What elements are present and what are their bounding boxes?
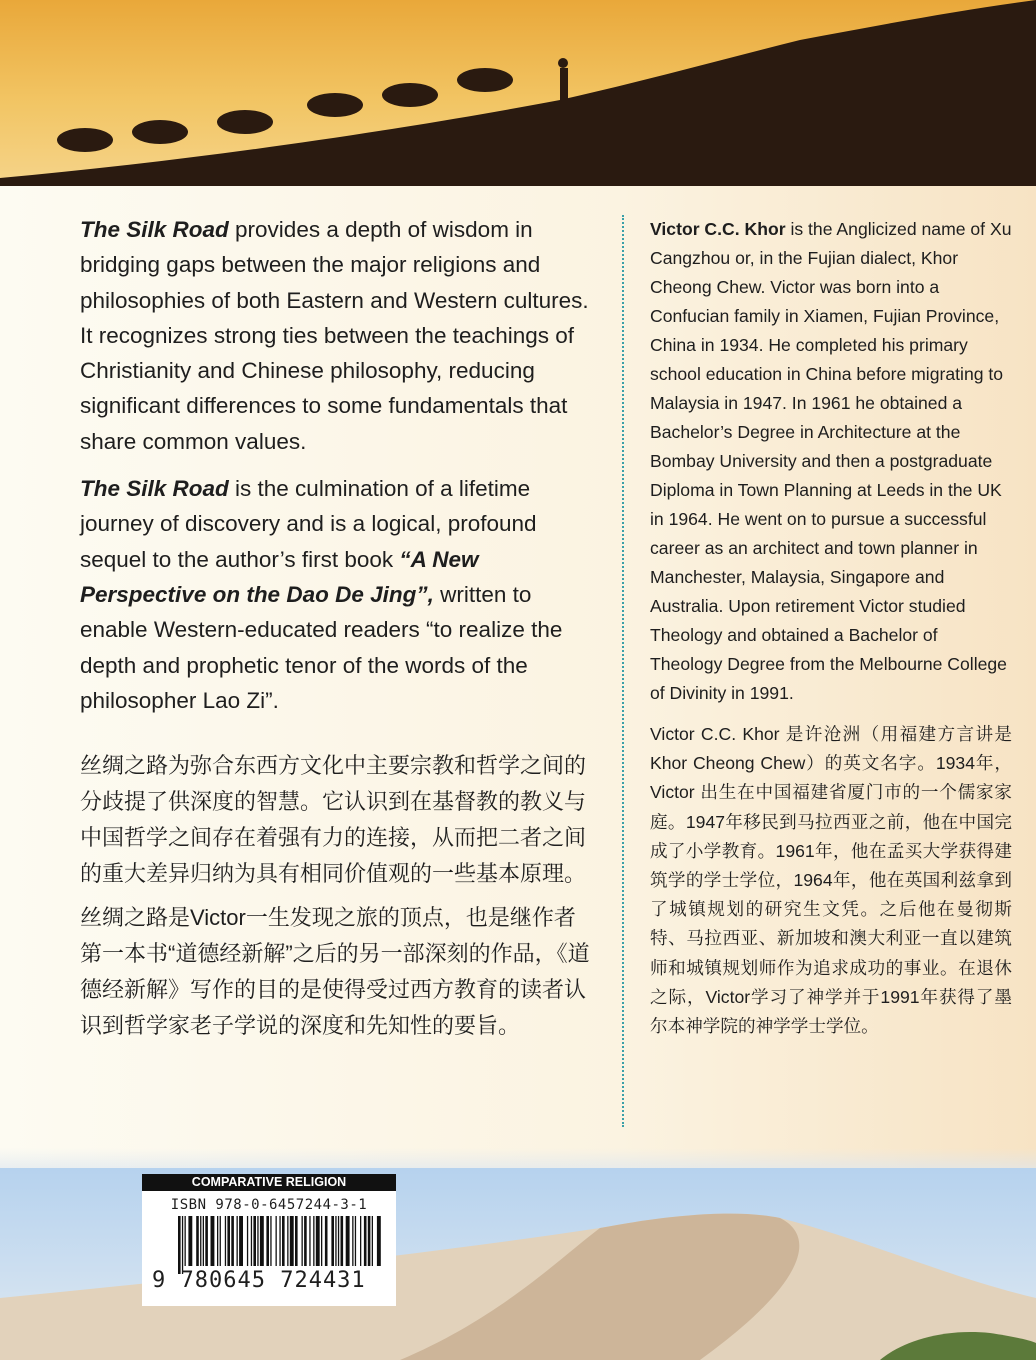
barcode-bar (253, 1216, 256, 1266)
barcode-bar (377, 1216, 381, 1266)
column-divider (622, 215, 624, 1127)
paragraph-text: is the culmination of a lifetime journey of discovery and is a logical, profound sequel to the author’s first book (80, 476, 537, 572)
barcode-bar (321, 1216, 322, 1266)
sequel-paragraph (80, 471, 595, 718)
barcode-bar (331, 1216, 334, 1266)
barcode-bar (270, 1216, 271, 1266)
barcode-bar (227, 1216, 230, 1266)
barcode-bar (313, 1216, 314, 1266)
intro-paragraph (80, 212, 595, 459)
barcode-bar (217, 1216, 218, 1266)
bio-text: is the Anglicized name of Xu Cangzhou or, in the Fujian dialect, Khor Cheong Chew. Victor was born into a Confucian family in Xiamen, Fujian Province, China in 1934. He completed his primary school education in China before migrating to Malaysia in 1947. In 1961 he obtained a Bachelor’s Degree in Architecture at the Bombay University and then a postgraduate Diploma in Town Planning at Leeds in the UK in 1964. He went on to pursue a successful career as an architect and town planner in Manchester, Malaysia, Singapore and Australia. Upon retirement Victor studied Theology and obtained a Bachelor of Theology Degree from the Melbourne College of Divinity in 1991. (650, 219, 1012, 703)
barcode-bar (203, 1216, 204, 1266)
chinese-sequel-paragraph: 丝绸之路是Victor一生发现之旅的顶点，也是继作者第一本书“道德经新解”之后的另一部深刻的作品，《道德经新解》写作的目的是使得受过西方教育的读者认识到哲学家老子学说的深度和先知性的要旨。 (80, 905, 590, 1039)
book-title: The Silk Road (80, 217, 229, 242)
barcode-bar (220, 1216, 221, 1266)
barcode-bar (290, 1216, 294, 1266)
barcode-bar (247, 1216, 248, 1266)
barcode-bar (260, 1216, 264, 1266)
barcode-bar (304, 1216, 307, 1266)
barcode-bar (302, 1216, 303, 1266)
barcode-bar (287, 1216, 288, 1266)
paragraph-text: provides a depth of wisdom in bridging gaps between the major religions and philosophies of both Eastern and Western cultures. It recognizes strong ties between the teachings of Christianity and Chinese philosophy, reducing significant differences to some fundamentals that share common values. (80, 217, 589, 454)
chinese-intro-paragraph: 丝绸之路为弥合东西方文化中主要宗教和哲学之间的分歧提了供深度的智慧。它认识到在基督教的教义与中国哲学之间存在着强有力的连接，从而把二者之间的重大差异归纳为具有相同价值观的一些基本原理。 (80, 753, 587, 887)
chinese-author-bio: Victor C.C. Khor 是许沧洲（用福建方言讲是Khor Cheong Chew）的英文名字。1934年，Victor 出生在中国福建省厦门市的一个儒家家庭。1947年移民到马拉西亚之前，他在中国完成了小学教育。1961年，他在孟买大学获得建筑学的学士学位，1964年，他在英国利兹拿到了城镇规划的研究生文凭。之后他在曼彻斯特、马拉西亚、新加坡和澳大利亚一直以建筑师和城镇规划师作为追求成功的事业。在退休之际，Victor学习了神学并于1991年获得了墨尔本神学院的神学学士学位。 (650, 724, 1012, 1037)
camel-caravan-photo (0, 0, 1036, 186)
barcode-bar (341, 1216, 344, 1266)
book-title: The Silk Road (80, 476, 229, 502)
barcode-bar (231, 1216, 234, 1266)
barcode-digits: 9 780645 724431 (152, 1268, 366, 1293)
left-column (80, 212, 595, 1052)
barcode-bar (335, 1216, 336, 1266)
barcode-bar (225, 1216, 226, 1266)
barcode-bar (200, 1216, 201, 1266)
barcode-bar (211, 1216, 215, 1266)
barcode-bar (237, 1216, 238, 1266)
barcode-bar (196, 1216, 199, 1266)
barcode-bar (279, 1216, 280, 1266)
first-book-title: “A New Perspective on the Dao De Jing”, (80, 546, 479, 607)
barcode-bar (325, 1216, 328, 1266)
barcode-bar (205, 1216, 208, 1266)
category-label: COMPARATIVE RELIGION (142, 1174, 396, 1191)
author-name: Victor C.C. Khor (650, 219, 786, 239)
barcode-bar (355, 1216, 356, 1266)
author-bio (650, 215, 1012, 708)
barcode-bar (282, 1216, 285, 1266)
paragraph-text: written to enable Western-educated readers “to realize the depth and prophetic tenor of the words of the philosopher Lao Zi”. (80, 581, 563, 713)
barcode-bar (188, 1216, 192, 1266)
barcode-bar (316, 1216, 320, 1266)
barcode-bars (152, 1216, 386, 1274)
right-column (650, 215, 1012, 1053)
barcode-bar (239, 1216, 243, 1266)
fade (0, 1148, 1036, 1168)
barcode-bar (257, 1216, 258, 1266)
isbn-text: ISBN 978-0-6457244-3-1 (170, 1197, 368, 1213)
barcode-bar (295, 1216, 298, 1266)
barcode-bar (360, 1216, 361, 1266)
barcode-bar (346, 1216, 350, 1266)
barcode-bar (185, 1216, 186, 1266)
barcode-bar (276, 1216, 277, 1266)
barcode-bar (182, 1216, 183, 1274)
barcode-bar (368, 1216, 371, 1266)
barcode-bar (372, 1216, 373, 1266)
barcode-bar (251, 1216, 252, 1266)
barcode-bar (309, 1216, 310, 1266)
barcode-bar (352, 1216, 353, 1266)
barcode-bar (364, 1216, 367, 1266)
barcode-bar (178, 1216, 181, 1274)
barcode-bar (338, 1216, 339, 1266)
isbn-barcode (142, 1174, 396, 1306)
barcode-bar (266, 1216, 269, 1266)
